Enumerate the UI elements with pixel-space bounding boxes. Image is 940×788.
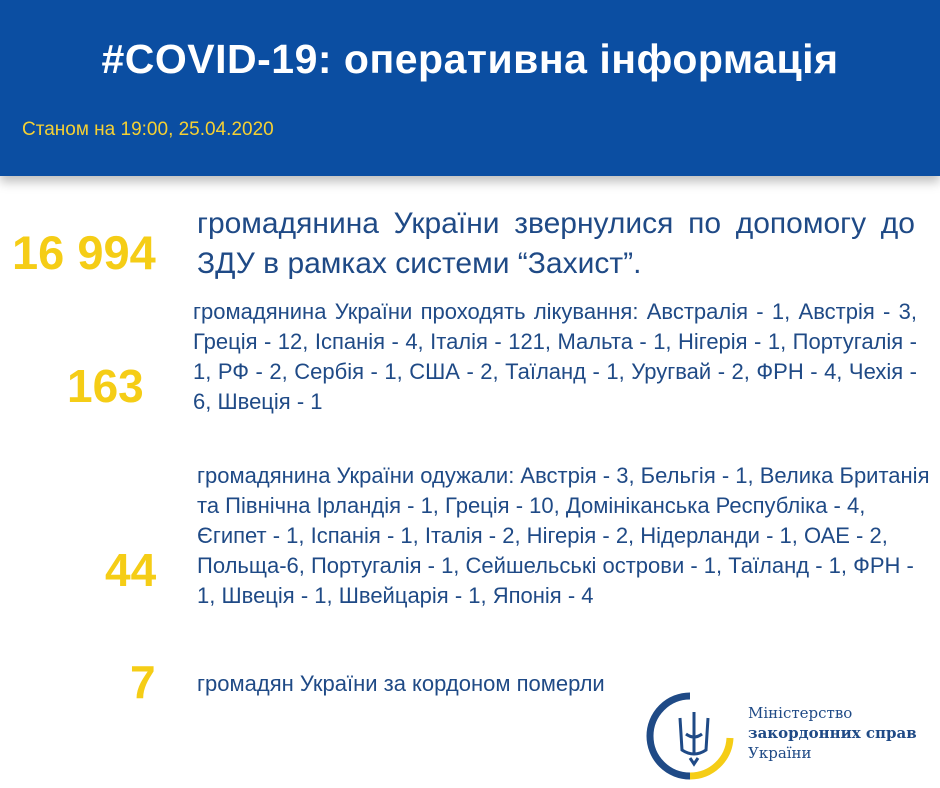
stat-text-recovered: громадянина України одужали: Австрія - 3, Бельгія - 1, Велика Британія та Північна Ірландія - 1, Греція - 10, Домініканська Республіка - 4, Єгипет - 1, Іспанія - 1, Італія - 2, Нігерія - 2, Нідерланди - 1, ОАЕ - 2, Польща-6, Португалія - 1, Сейшельські острови - 1, Таїланд - 1, ФРН - 1, Швеція - 1, Швейцарія - 1, Японія - 4	[197, 463, 930, 608]
stat-number-deaths: 7	[130, 656, 156, 708]
trident-icon	[680, 712, 708, 764]
stat-text-deaths: громадян України за кордоном померли	[197, 671, 605, 696]
date-subtitle: Станом на 19:00, 25.04.2020	[22, 119, 274, 140]
stat-text-appeals: громадянина України звернулися по допомогу до ЗДУ в рамках системи “Захист”.	[197, 207, 915, 280]
ministry-logo-text	[748, 703, 917, 763]
stat-number-appeals: 16 994	[12, 226, 156, 279]
ministry-logo-icon	[646, 688, 742, 784]
header-banner	[0, 0, 940, 176]
stat-text-treatment: громадянина України проходять лікування: Австралія - 1, Австрія - 3, Греція - 12, Іспанія - 4, Італія - 121, Мальта - 1, Нігерія - 1, Португалія - 1, РФ - 2, Сербія - 1, США - 2, Таїланд - 1, Уругвай - 2, ФРН - 4, Чехія - 6, Швеція - 1	[193, 299, 917, 414]
stat-number-recovered: 44	[105, 544, 157, 596]
logo-line-2: закордонних справ	[748, 724, 917, 742]
page-title: #COVID-19: оперативна інформація	[101, 36, 839, 82]
logo-line-3: України	[748, 744, 812, 762]
stat-number-treatment: 163	[67, 360, 144, 412]
logo-line-1: Міністерство	[748, 704, 853, 722]
